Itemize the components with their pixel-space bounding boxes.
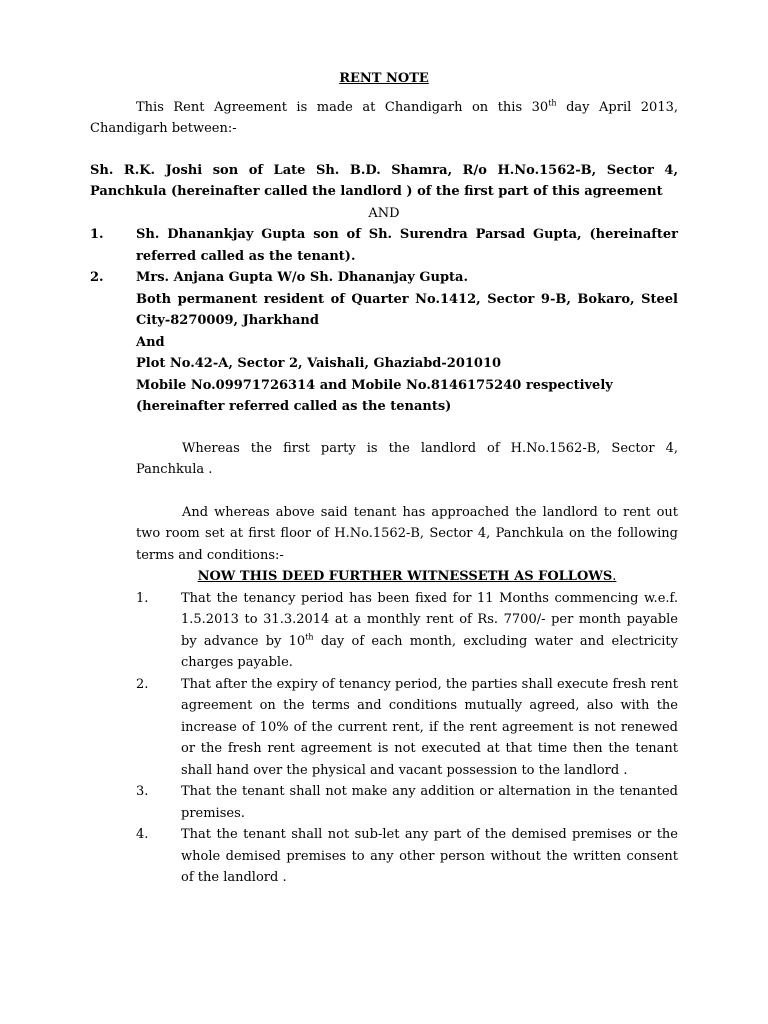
tenant-list [90, 224, 678, 418]
clause-item [136, 674, 678, 782]
deed-heading-text: NOW THIS DEED FURTHER WITNESSETH AS FOLLOWS [197, 569, 613, 584]
clause-item [136, 781, 678, 824]
clause-text [181, 588, 678, 674]
intro-text-start: This Rent Agreement is made at Chandigarh on this 30 [136, 99, 549, 115]
whereas-first-paragraph: Whereas the first party is the landlord of H.No.1562-B, Sector 4, Panchkula . [136, 440, 678, 477]
clause-number: 4. [136, 827, 149, 842]
plot-address: Plot No.42-A, Sector 2, Vaishali, Ghaziabd-201010 [136, 356, 502, 371]
permanent-address: Both permanent resident of Quarter No.1412, Sector 9-B, Bokaro, Steel City-8270009, Jharkhand [136, 291, 678, 328]
landlord-paragraph: Sh. R.K. Joshi son of Late Sh. B.D. Shamra, R/o H.No.1562-B, Sector 4, Panchkula (hereinafter called the landlord ) of the first part of this agreement [90, 162, 678, 199]
clause-superscript: th [305, 632, 314, 642]
deed-heading [136, 566, 678, 588]
clause-number: 2. [136, 676, 149, 692]
clause-text-start: That the tenancy period has been fixed for 11 Months commencing w.e.f. 1.5.2013 to 31.3.2014 at a monthly rent of Rs. 7700/- per month payable by advance by 10 [181, 590, 678, 649]
clause-number: 1. [136, 590, 149, 606]
tenant-number: 2. [90, 270, 104, 285]
whereas-second-paragraph: And whereas above said tenant has approached the landlord to rent out two room set at first floor of H.No.1562-B, Sector 4, Panchkula on the following terms and conditions:- [136, 504, 678, 563]
address-and: And [136, 334, 165, 350]
intro-superscript: th [548, 98, 557, 108]
tenant-item [90, 267, 678, 289]
tenant-text: Sh. Dhanankjay Gupta son of Sh. Surendra Parsad Gupta, (hereinafter referred called as the tenant). [136, 227, 678, 264]
clause-list [136, 588, 678, 889]
deed-heading-period: . [612, 569, 617, 584]
clause-item [136, 588, 678, 674]
clause-text: That the tenant shall not make any addition or alternation in the tenanted premises. [181, 784, 678, 821]
mobile-numbers: Mobile No.09971726314 and Mobile No.8146175240 respectively [136, 377, 613, 393]
tenant-text: Mrs. Anjana Gupta W/o Sh. Dhananjay Gupta. [136, 270, 468, 285]
document-title: RENT NOTE [339, 71, 429, 86]
intro-text-end: day April 2013, Chandigarh between:- [90, 99, 678, 136]
tenant-item [90, 224, 678, 267]
clause-item [136, 824, 678, 889]
tenants-designation: (hereinafter referred called as the tenants) [136, 399, 452, 414]
and-separator: AND [368, 205, 400, 221]
intro-paragraph [90, 97, 678, 140]
clause-text: That after the expiry of tenancy period, the parties shall execute fresh rent agreement on the terms and conditions mutually agreed, also with the increase of 10% of the current rent, if the rent agreement is not renewed or the fresh rent agreement is not executed at that time then the tenant shall hand over the physical and vacant possession to the landlord . [181, 676, 678, 778]
tenant-address-block [136, 289, 678, 418]
clause-text: That the tenant shall not sub-let any part of the demised premises or the whole demised premises to any other person without the written consent of the landlord . [181, 827, 678, 885]
tenant-number: 1. [90, 227, 104, 242]
clause-text-end: day of each month, excluding water and electricity charges payable. [181, 633, 678, 670]
clause-number: 3. [136, 784, 149, 799]
